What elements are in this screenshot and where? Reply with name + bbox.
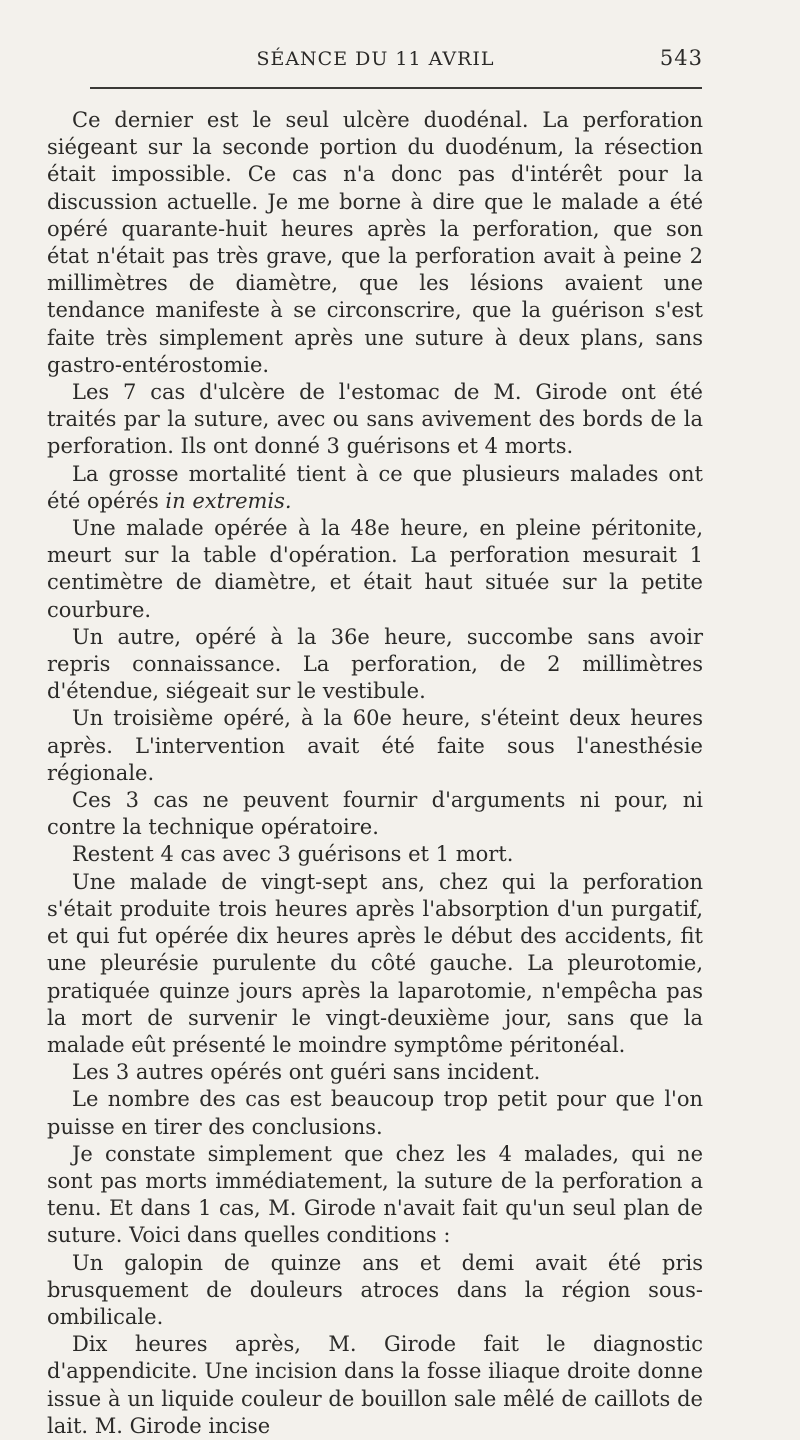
paragraph: Ce dernier est le seul ulcère duodénal. La perforation siégeant sur la seconde portion du duodénum, la résection était impossible. Ce cas n'a donc pas d'intérêt pour la discussion actuelle. Je me borne à dire que le malade a été opéré quarante-huit heures après la perforation, que son état n'était pas très grave, que la perforation avait à peine 2 millimètres de diamètre, que les lésions avaient une tendance manifeste à se circonscrire, que la guérison s'est faite très simplement après une suture à deux plans, sans gastro-entérostomie. — [47, 108, 703, 377]
paragraph: Une malade de vingt-sept ans, chez qui la perforation s'était produite trois heures après l'absorption d'un purgatif, et qui fut opérée dix heures après le début des accidents, fit une pleurésie purulente du côté gauche. La pleurotomie, pratiquée quinze jours après la laparotomie, n'empêcha pas la mort de survenir le vingt-deuxième jour, sans que la malade eût présenté le moindre symptôme péritonéal. — [47, 869, 703, 1057]
running-title: SÉANCE DU 11 AVRIL — [256, 48, 495, 70]
paragraph: Je constate simplement que chez les 4 malades, qui ne sont pas morts immédiatement, la suture de la perforation a tenu. Et dans 1 cas, M. Girode n'avait fait qu'un seul plan de suture. Voici dans quelles conditions : — [47, 1141, 703, 1248]
paragraph: Une malade opérée à la 48e heure, en pleine péritonite, meurt sur la table d'opération. La perforation mesurait 1 centimètre de diamètre, et était haut située sur la petite courbure. — [47, 516, 703, 622]
paragraph: Un troisième opéré, à la 60e heure, s'éteint deux heures après. L'intervention avait été faite sous l'anesthésie régionale. — [47, 706, 703, 785]
paragraph: Un autre, opéré à la 36e heure, succombe sans avoir repris connaissance. La perforation, de 2 millimètres d'étendue, siégeait sur le vestibule. — [47, 624, 703, 704]
paragraph — [47, 461, 703, 515]
italic-phrase: in extremis. — [165, 488, 292, 513]
body-text — [47, 107, 703, 1440]
paragraph: Ces 3 cas ne peuvent fournir d'arguments ni pour, ni contre la technique opératoire. — [47, 788, 703, 840]
paragraph: Restent 4 cas avec 3 guérisons et 1 mort. — [72, 842, 514, 867]
page-number: 543 — [659, 46, 703, 70]
paragraph: Un galopin de quinze ans et demi avait été pris brusquement de douleurs atroces dans la région sous-ombilicale. — [47, 1250, 703, 1329]
paragraph: Le nombre des cas est beaucoup trop petit pour que l'on puisse en tirer des conclusions. — [47, 1087, 703, 1139]
paragraph: Dix heures après, M. Girode fait le diagnostic d'appendicite. Une incision dans la fosse iliaque droite donne issue à un liquide couleur de bouillon sale mêlé de caillots de lait. M. Girode incise — [47, 1332, 703, 1438]
paragraph: Les 3 autres opérés ont guéri sans incident. — [72, 1060, 541, 1085]
running-header — [48, 44, 703, 74]
header-rule — [90, 87, 702, 89]
paragraph: Les 7 cas d'ulcère de l'estomac de M. Girode ont été traités par la suture, avec ou sans avivement des bords de la perforation. Ils ont donné 3 guérisons et 4 morts. — [47, 380, 703, 459]
paragraph-text: La grosse mortalité tient à ce que plusieurs malades ont été opérés — [47, 461, 703, 513]
